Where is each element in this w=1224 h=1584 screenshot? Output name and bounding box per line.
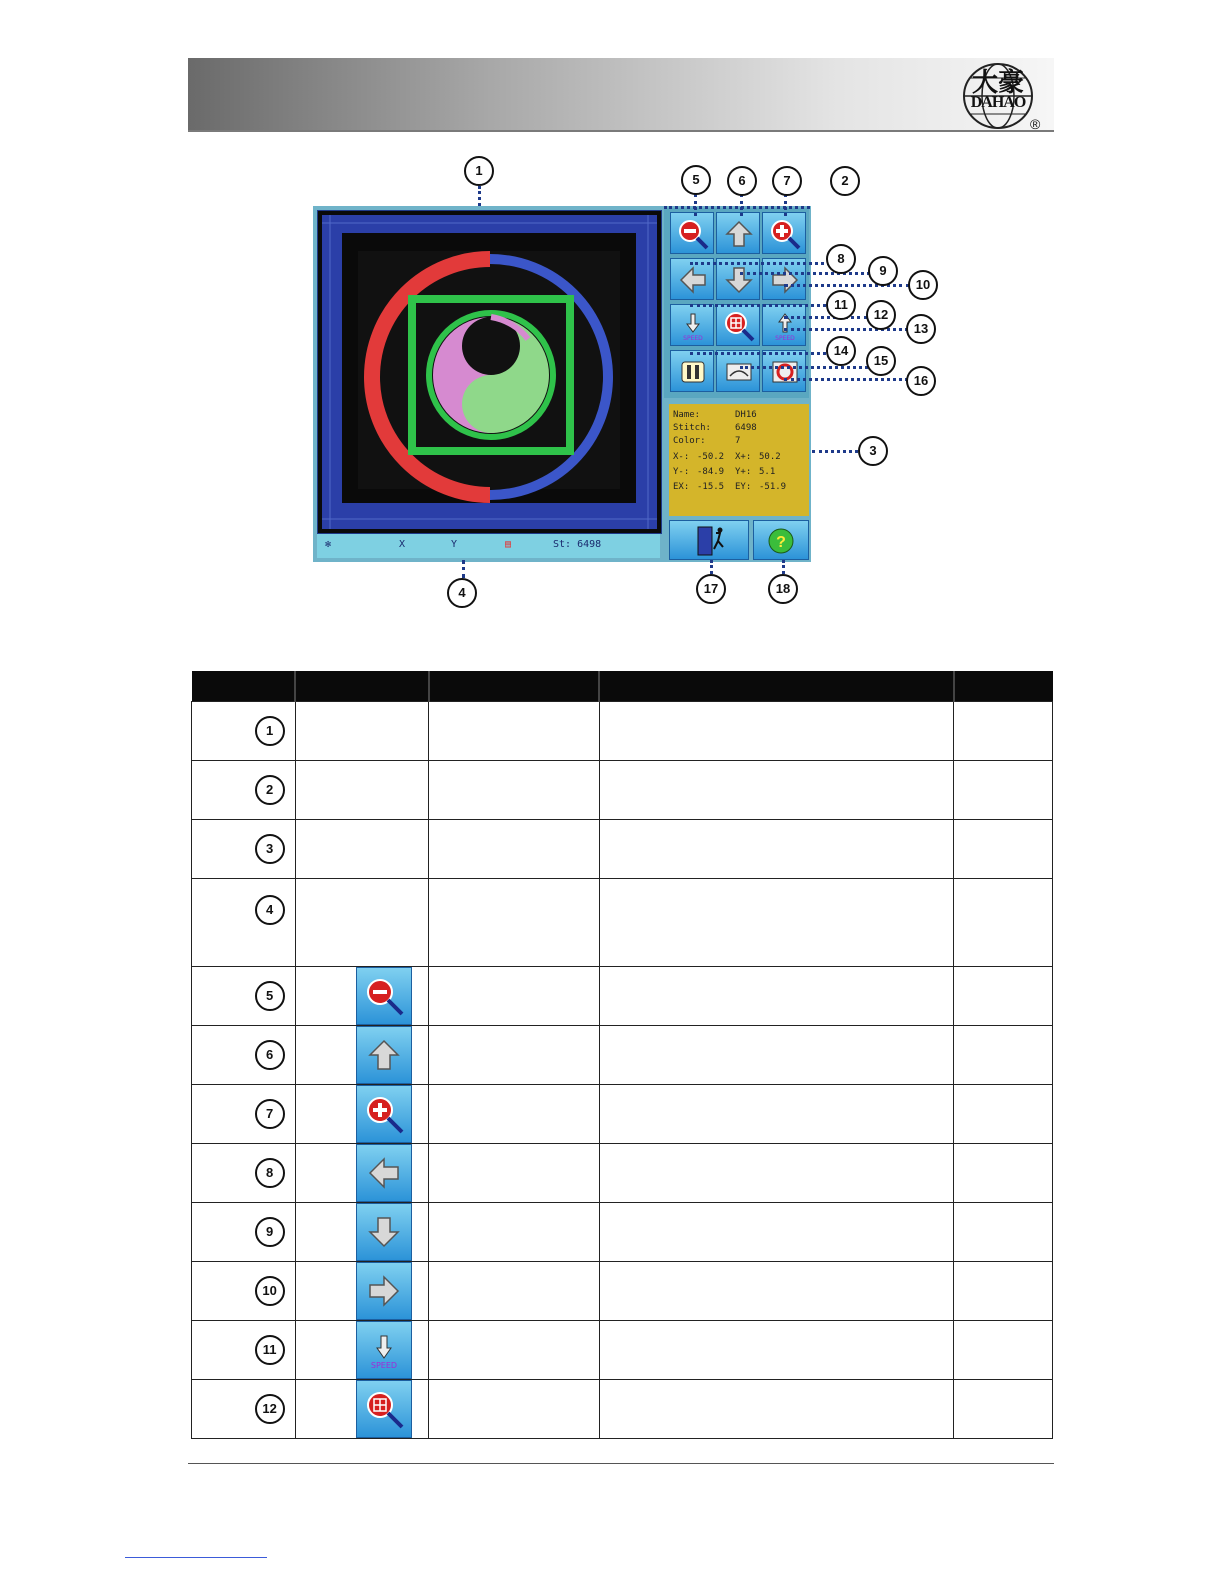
zoom-in-button[interactable] [762, 212, 806, 254]
row-number: 10 [255, 1276, 285, 1306]
icon-cell [295, 967, 429, 1026]
color-icon: ▤ [505, 539, 512, 550]
icon-cell [295, 1321, 429, 1380]
icon-cell [295, 1380, 429, 1439]
exit-door-icon [670, 521, 750, 561]
leader-5 [694, 194, 697, 216]
footer-divider [188, 1463, 1054, 1464]
move-up-button-image [356, 1026, 412, 1084]
callout-8: 8 [826, 244, 856, 274]
header-cell [954, 671, 1053, 702]
header-cell [295, 671, 429, 702]
page-cell [954, 761, 1053, 820]
callout-15: 15 [866, 346, 896, 376]
row-number-cell [192, 820, 296, 879]
table-row [192, 1203, 1053, 1262]
zoom-out-button-image [356, 967, 412, 1025]
icon-cell [295, 1085, 429, 1144]
table-row [192, 1085, 1053, 1144]
design-info-box [669, 404, 809, 516]
name-cell [429, 1321, 599, 1380]
page-cell [954, 1321, 1053, 1380]
description-cell [599, 1026, 953, 1085]
stop-icon [769, 356, 801, 388]
name-cell [429, 702, 599, 761]
leader-18 [782, 560, 785, 574]
page-cell [954, 1144, 1053, 1203]
name-cell [429, 820, 599, 879]
color-value: 7 [735, 436, 741, 446]
color-label: Color: [673, 436, 706, 446]
status-x: X [399, 539, 406, 550]
icon-cell [295, 1262, 429, 1321]
row-number-cell [192, 1085, 296, 1144]
icon-cell [295, 702, 429, 761]
page-cell [954, 1085, 1053, 1144]
row-number: 9 [255, 1217, 285, 1247]
zoom-out-icon [364, 976, 404, 1016]
row-number-cell [192, 1026, 296, 1085]
name-cell [429, 1085, 599, 1144]
table-row [192, 879, 1053, 967]
company-logo [958, 58, 1046, 132]
description-cell [599, 967, 953, 1026]
row-number-cell [192, 1262, 296, 1321]
row-number: 6 [255, 1040, 285, 1070]
xminus-label: X-: [673, 452, 690, 462]
table-row [192, 1380, 1053, 1439]
speed-label: SPEED [683, 335, 703, 342]
xminus-value: -50.2 [697, 452, 725, 462]
xplus-label: X+: [735, 452, 752, 462]
xplus-value: 50.2 [759, 452, 781, 462]
callout-13: 13 [906, 314, 936, 344]
leader-10 [784, 284, 910, 287]
arrow-right-icon [364, 1271, 404, 1311]
trace-icon [723, 356, 755, 388]
table-row [192, 1321, 1053, 1380]
icon-cell [295, 1144, 429, 1203]
leader-1 [478, 186, 481, 206]
row-number: 11 [255, 1335, 285, 1365]
name-cell [429, 1026, 599, 1085]
page-cell [954, 820, 1053, 879]
row-number-cell [192, 879, 296, 967]
yminus-label: Y-: [673, 467, 690, 477]
callout-10: 10 [908, 270, 938, 300]
description-cell [599, 1380, 953, 1439]
leader-16 [784, 378, 908, 381]
table-row [192, 967, 1053, 1026]
leader-3 [812, 450, 858, 453]
design-stop-button[interactable] [762, 350, 806, 392]
callout-17: 17 [696, 574, 726, 604]
header-cell [599, 671, 953, 702]
name-cell [429, 967, 599, 1026]
speed-down-icon [677, 310, 709, 342]
move-down-button-image [356, 1203, 412, 1261]
callout-3: 3 [858, 436, 888, 466]
icon-cell [295, 1026, 429, 1085]
zoom-fit-button-image [356, 1380, 412, 1438]
description-cell [599, 761, 953, 820]
leader-11 [690, 304, 826, 307]
stitch-label: Stitch: [673, 423, 711, 433]
zoom-in-icon [769, 218, 801, 250]
callout-16: 16 [906, 366, 936, 396]
description-cell [599, 820, 953, 879]
callout-9: 9 [868, 256, 898, 286]
yplus-value: 5.1 [759, 467, 776, 477]
zoom-fit-icon [723, 310, 755, 342]
registered-mark: ® [1030, 116, 1041, 132]
table-row [192, 1026, 1053, 1085]
callout-14: 14 [826, 336, 856, 366]
speed-up-button[interactable] [762, 304, 806, 346]
callout-12: 12 [866, 300, 896, 330]
description-cell [599, 702, 953, 761]
logo-chinese-text: 大豪 [971, 68, 1024, 98]
needle-icon: ✻ [325, 539, 332, 550]
name-label: Name: [673, 410, 701, 420]
reference-table [191, 671, 1053, 1439]
row-number: 12 [255, 1394, 285, 1424]
leader-17 [710, 560, 713, 574]
row-number: 5 [255, 981, 285, 1011]
icon-cell [295, 820, 429, 879]
callout-1: 1 [464, 156, 494, 186]
arrow-up-icon [723, 218, 755, 250]
page-cell [954, 1203, 1053, 1262]
speed-label-2: SPEED [775, 335, 795, 342]
move-up-button[interactable] [716, 212, 760, 254]
callout-5: 5 [681, 165, 711, 195]
name-cell [429, 1203, 599, 1262]
icon-cell [295, 879, 429, 967]
speed-down-icon [364, 1330, 404, 1370]
pause-icon [677, 356, 709, 388]
row-number-cell [192, 1380, 296, 1439]
ey-label: EY: [735, 482, 752, 492]
stitch-value: 6498 [735, 423, 757, 433]
ey-value: -51.9 [759, 482, 787, 492]
speed-down-button[interactable] [670, 304, 714, 346]
name-cell [429, 761, 599, 820]
arrow-up-icon [364, 1035, 404, 1075]
header-band [188, 58, 1054, 130]
leader-2-box [664, 206, 810, 209]
description-cell [599, 1203, 953, 1262]
trace-button[interactable] [716, 350, 760, 392]
callout-11: 11 [826, 290, 856, 320]
page-cell [954, 967, 1053, 1026]
zoom-fit-button[interactable] [716, 304, 760, 346]
move-right-button-image [356, 1262, 412, 1320]
arrow-left-icon [677, 264, 709, 296]
leader-4 [462, 560, 465, 578]
name-cell [429, 879, 599, 967]
pause-button[interactable] [670, 350, 714, 392]
page-cell [954, 879, 1053, 967]
leader-15 [740, 366, 868, 369]
leader-7 [784, 194, 787, 216]
leader-14 [690, 352, 826, 355]
help-icon [754, 521, 810, 561]
yplus-label: Y+: [735, 467, 752, 477]
status-stitch: St: 6498 [553, 539, 602, 550]
status-y: Y [451, 539, 458, 550]
leader-6 [740, 194, 743, 216]
help-button[interactable] [753, 520, 809, 560]
zoom-in-button-image [356, 1085, 412, 1143]
exit-button[interactable] [669, 520, 749, 560]
row-number-cell [192, 1321, 296, 1380]
icon-cell [295, 761, 429, 820]
arrow-down-icon [723, 264, 755, 296]
zoom-out-icon [677, 218, 709, 250]
callout-18: 18 [768, 574, 798, 604]
design-preview-area[interactable] [317, 210, 662, 534]
description-cell [599, 1144, 953, 1203]
callout-4: 4 [447, 578, 477, 608]
table-header-row [192, 671, 1053, 702]
description-cell [599, 1321, 953, 1380]
row-number-cell [192, 761, 296, 820]
description-cell [599, 1085, 953, 1144]
leader-13 [784, 328, 908, 331]
row-number: 1 [255, 716, 285, 746]
zoom-fit-icon [364, 1389, 404, 1429]
name-cell [429, 1144, 599, 1203]
row-number-cell [192, 967, 296, 1026]
description-cell [599, 1262, 953, 1321]
callout-2: 2 [830, 166, 860, 196]
embroidery-design [318, 211, 661, 533]
status-bar [317, 534, 660, 558]
row-number: 3 [255, 834, 285, 864]
row-number: 4 [255, 895, 285, 925]
row-number-cell [192, 1203, 296, 1262]
name-value: DH16 [735, 410, 757, 420]
leader-9 [740, 272, 870, 275]
row-number-cell [192, 702, 296, 761]
icon-cell [295, 1203, 429, 1262]
speed-down-button-image [356, 1321, 412, 1379]
name-cell [429, 1380, 599, 1439]
header-cell [192, 671, 296, 702]
row-number: 2 [255, 775, 285, 805]
description-cell [599, 879, 953, 967]
row-number: 8 [255, 1158, 285, 1188]
page-cell [954, 702, 1053, 761]
leader-12 [784, 316, 868, 319]
table-row [192, 1144, 1053, 1203]
ex-label: EX: [673, 482, 690, 492]
move-left-button-image [356, 1144, 412, 1202]
arrow-left-icon [364, 1153, 404, 1193]
table-row [192, 820, 1053, 879]
footer-link-underline[interactable] [125, 1557, 267, 1558]
ex-value: -15.5 [697, 482, 725, 492]
page-cell [954, 1262, 1053, 1321]
zoom-out-button[interactable] [670, 212, 714, 254]
page-cell [954, 1380, 1053, 1439]
row-number: 7 [255, 1099, 285, 1129]
table-row [192, 702, 1053, 761]
yminus-value: -84.9 [697, 467, 725, 477]
page-cell [954, 1026, 1053, 1085]
callout-7: 7 [772, 166, 802, 196]
arrow-down-icon [364, 1212, 404, 1252]
speed-label-table: SPEED [370, 1361, 397, 1370]
name-cell [429, 1262, 599, 1321]
table-row [192, 761, 1053, 820]
arrow-right-icon [769, 264, 801, 296]
leader-8 [690, 262, 830, 265]
svg-text:?: ? [776, 534, 786, 551]
table-row [192, 1262, 1053, 1321]
callout-6: 6 [727, 166, 757, 196]
logo-english-text: DAHAO [970, 94, 1026, 111]
speed-up-icon [769, 310, 801, 342]
zoom-in-icon [364, 1094, 404, 1134]
row-number-cell [192, 1144, 296, 1203]
header-cell [429, 671, 599, 702]
header-divider [188, 130, 1054, 132]
